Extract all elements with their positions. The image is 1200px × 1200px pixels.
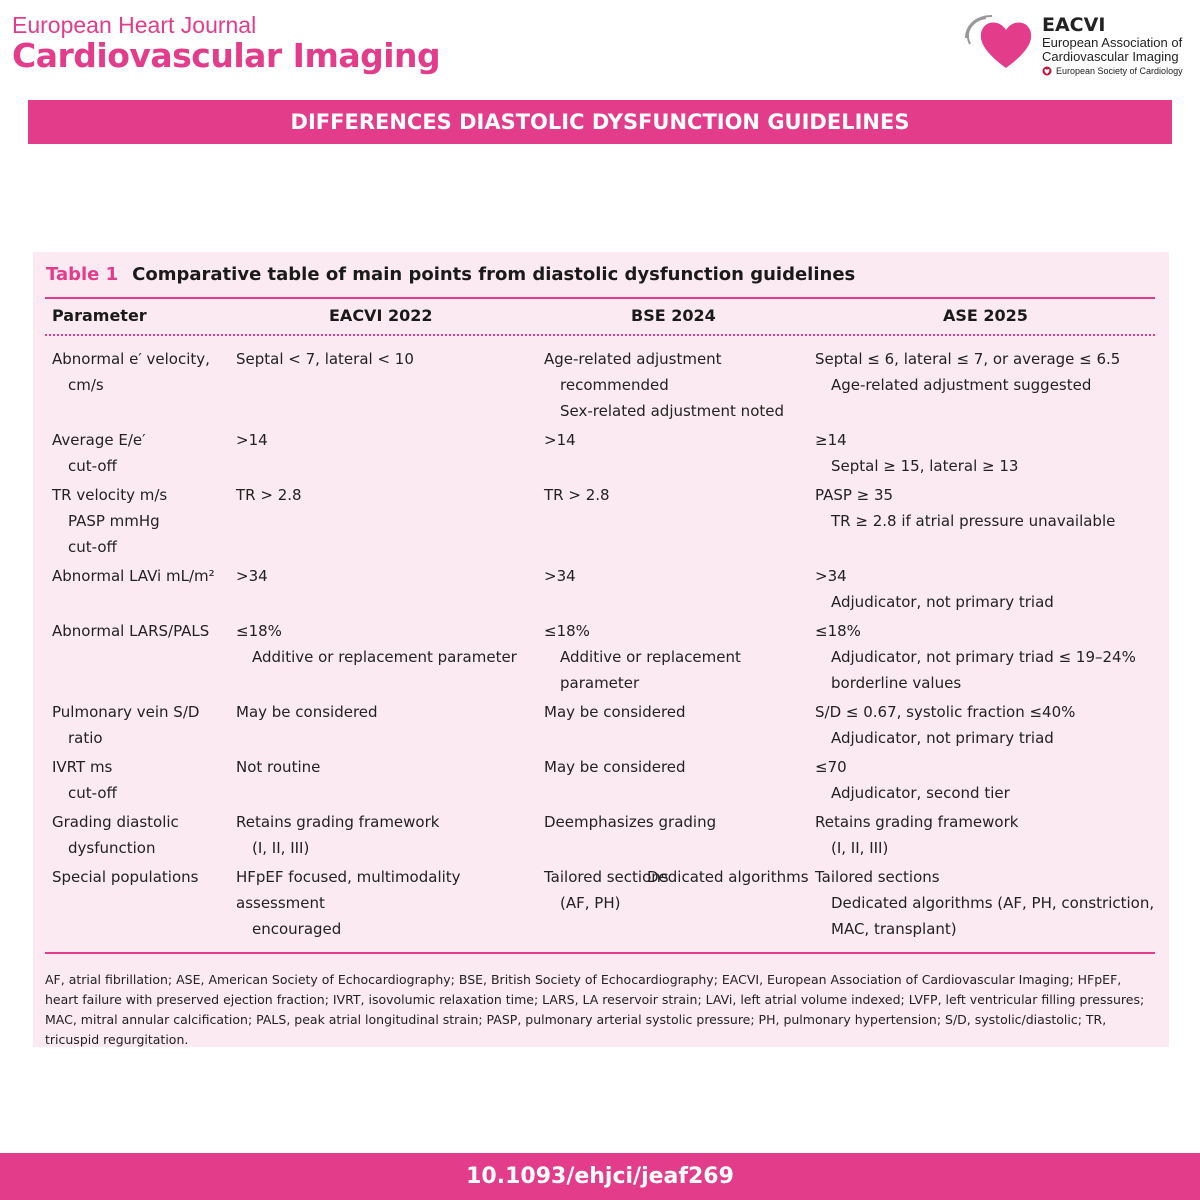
- esc-heart-icon: [1042, 66, 1052, 76]
- cell-eacvi: [236, 618, 541, 670]
- cell-line: Additive or replacement parameter: [252, 648, 517, 666]
- cell-eacvi: [236, 754, 541, 780]
- cell-parameter: [52, 427, 232, 479]
- cell-line: >14: [236, 431, 268, 449]
- cell-line: IVRT ms: [52, 758, 113, 776]
- cell-parameter: [52, 482, 232, 560]
- table-header-divider: [45, 334, 1155, 336]
- cell-line: Age-related adjustment: [544, 350, 722, 368]
- cell-line: Special populations: [52, 868, 199, 886]
- cell-line: Adjudicator, second tier: [831, 784, 1010, 802]
- cell-ase: [815, 427, 1165, 479]
- cell-line: Abnormal e′ velocity,: [52, 350, 210, 368]
- cell-line: PASP ≥ 35: [815, 486, 894, 504]
- cell-eacvi: [236, 427, 541, 453]
- column-header-bse: BSE 2024: [631, 306, 716, 325]
- cell-line: Septal < 7, lateral < 10: [236, 350, 414, 368]
- cell-eacvi: [236, 699, 541, 725]
- cell-bse: [544, 809, 812, 835]
- cell-ase: [815, 754, 1165, 806]
- cell-bse: [544, 699, 812, 725]
- cell-parameter: [52, 563, 232, 589]
- cell-line: Pulmonary vein S/D: [52, 703, 200, 721]
- cell-parameter: [52, 864, 232, 890]
- cell-line: dysfunction: [68, 839, 156, 857]
- cell-bse: [544, 427, 812, 453]
- cell-line: >34: [236, 567, 268, 585]
- column-header-parameter: Parameter: [52, 306, 147, 325]
- cell-line: Age-related adjustment suggested: [831, 376, 1092, 394]
- cell-ase: [815, 699, 1165, 751]
- org-name: European Association of Cardiovascular Imaging: [1042, 35, 1183, 64]
- cell-line: PASP mmHg: [68, 512, 160, 530]
- cell-parameter: [52, 346, 232, 398]
- cell-line: borderline values: [831, 674, 962, 692]
- overlay-text: Dedicated algorithms: [647, 868, 809, 886]
- cell-line: TR > 2.8: [236, 486, 302, 504]
- cell-line: Dedicated algorithms (AF, PH, constriction,: [831, 894, 1155, 912]
- journal-logo: [12, 12, 440, 74]
- heart-logo-icon: [962, 14, 1038, 70]
- cell-line: ≤18%: [236, 622, 282, 640]
- table-top-rule: [45, 297, 1155, 299]
- table-label: Table 1: [46, 264, 119, 285]
- cell-parameter: [52, 754, 232, 806]
- cell-line: (I, II, III): [831, 839, 889, 857]
- cell-line: Abnormal LARS/PALS: [52, 622, 210, 640]
- cell-parameter: [52, 618, 232, 644]
- cell-line: (I, II, III): [252, 839, 310, 857]
- cell-line: Septal ≤ 6, lateral ≤ 7, or average ≤ 6.5: [815, 350, 1121, 368]
- cell-ase: [815, 563, 1165, 615]
- cell-line: Grading diastolic: [52, 813, 179, 831]
- cell-bse: [544, 346, 812, 424]
- cell-ase: [815, 618, 1165, 696]
- cell-bse: [544, 563, 812, 589]
- cell-ase: [815, 864, 1165, 942]
- cell-eacvi: [236, 864, 541, 942]
- cell-line: Tailored sections: [544, 868, 669, 886]
- cell-parameter: [52, 699, 232, 751]
- cell-line: ≤70: [815, 758, 847, 776]
- cell-line: Sex-related adjustment noted: [560, 402, 784, 420]
- cell-line: TR > 2.8: [544, 486, 610, 504]
- cell-line: Adjudicator, not primary triad ≤ 19–24%: [831, 648, 1136, 666]
- cell-line: Retains grading framework: [815, 813, 1019, 831]
- cell-line: May be considered: [236, 703, 378, 721]
- cell-line: Retains grading framework: [236, 813, 440, 831]
- cell-ase: [815, 482, 1165, 534]
- cell-line: >34: [544, 567, 576, 585]
- org-parent: [1042, 66, 1183, 76]
- column-header-eacvi: EACVI 2022: [329, 306, 433, 325]
- cell-line: Adjudicator, not primary triad: [831, 729, 1054, 747]
- table-caption-text: Comparative table of main points from diastolic dysfunction guidelines: [132, 264, 856, 285]
- cell-ase: [815, 809, 1165, 861]
- cell-line: Deemphasizes grading: [544, 813, 717, 831]
- cell-parameter: [52, 809, 232, 861]
- cell-bse: [544, 754, 812, 780]
- banner-title: DIFFERENCES DIASTOLIC DYSFUNCTION GUIDELINES: [28, 100, 1172, 144]
- table-footnote: AF, atrial fibrillation; ASE, American Society of Echocardiography; BSE, British Society of Echocardiography; EACVI, European Association of Cardiovascular Imaging; HFpEF, heart failure with preserved ejection fraction; IVRT, isovolumic relaxation time; LARS, LA reservoir strain; LAVi, left atrial volume indexed; LVFP, left ventricular filling pressures; MAC, mitral annular calcification; PALS, peak atrial longitudinal strain; PASP, pulmonary arterial systolic pressure; PH, pulmonary hypertension; S/D, systolic/diastolic; TR, tricuspid regurgitation.: [45, 972, 1145, 1047]
- cell-line: May be considered: [544, 758, 686, 776]
- cell-line: cut-off: [68, 538, 117, 556]
- cell-line: Not routine: [236, 758, 321, 776]
- cell-line: cut-off: [68, 457, 117, 475]
- cell-eacvi: [236, 482, 541, 508]
- cell-eacvi: [236, 563, 541, 589]
- cell-line: Abnormal LAVi mL/m²: [52, 567, 215, 585]
- table-header: [45, 304, 1155, 328]
- cell-line: May be considered: [544, 703, 686, 721]
- cell-line: MAC, transplant): [831, 920, 957, 938]
- cell-line: recommended: [560, 376, 669, 394]
- column-header-ase: ASE 2025: [943, 306, 1028, 325]
- cell-line: ≥14: [815, 431, 847, 449]
- cell-line: HFpEF focused, multimodality assessment: [236, 868, 461, 912]
- eacvi-logo: [960, 8, 1196, 80]
- cell-line: encouraged: [252, 920, 342, 938]
- cell-line: Additive or replacement parameter: [560, 648, 741, 692]
- cell-line: cm/s: [68, 376, 104, 394]
- cell-line: S/D ≤ 0.67, systolic fraction ≤40%: [815, 703, 1076, 721]
- cell-line: Tailored sections: [815, 868, 940, 886]
- cell-bse: [544, 618, 812, 696]
- cell-line: ≤18%: [815, 622, 861, 640]
- cell-line: ≤18%: [544, 622, 590, 640]
- cell-line: >34: [815, 567, 847, 585]
- cell-ase: [815, 346, 1165, 398]
- cell-eacvi: [236, 346, 541, 372]
- cell-line: Adjudicator, not primary triad: [831, 593, 1054, 611]
- table-bottom-rule: [45, 952, 1155, 954]
- journal-name-line2: Cardiovascular Imaging: [12, 36, 441, 75]
- org-parent-label: European Society of Cardiology: [1056, 66, 1183, 76]
- cell-line: Septal ≥ 15, lateral ≥ 13: [831, 457, 1019, 475]
- cell-line: ratio: [68, 729, 103, 747]
- table-caption: [46, 264, 855, 285]
- cell-line: (AF, PH): [560, 894, 621, 912]
- org-acronym: EACVI: [1042, 14, 1106, 36]
- cell-line: TR velocity m/s: [52, 486, 168, 504]
- footer-doi: 10.1093/ehjci/jeaf269: [0, 1153, 1200, 1200]
- journal-name-line1: European Heart Journal: [12, 12, 257, 38]
- cell-bse: [544, 482, 812, 508]
- cell-eacvi: [236, 809, 541, 861]
- cell-line: >14: [544, 431, 576, 449]
- cell-line: TR ≥ 2.8 if atrial pressure unavailable: [831, 512, 1116, 530]
- table-panel: [33, 252, 1169, 1047]
- cell-line: cut-off: [68, 784, 117, 802]
- cell-line: Average E/e′: [52, 431, 146, 449]
